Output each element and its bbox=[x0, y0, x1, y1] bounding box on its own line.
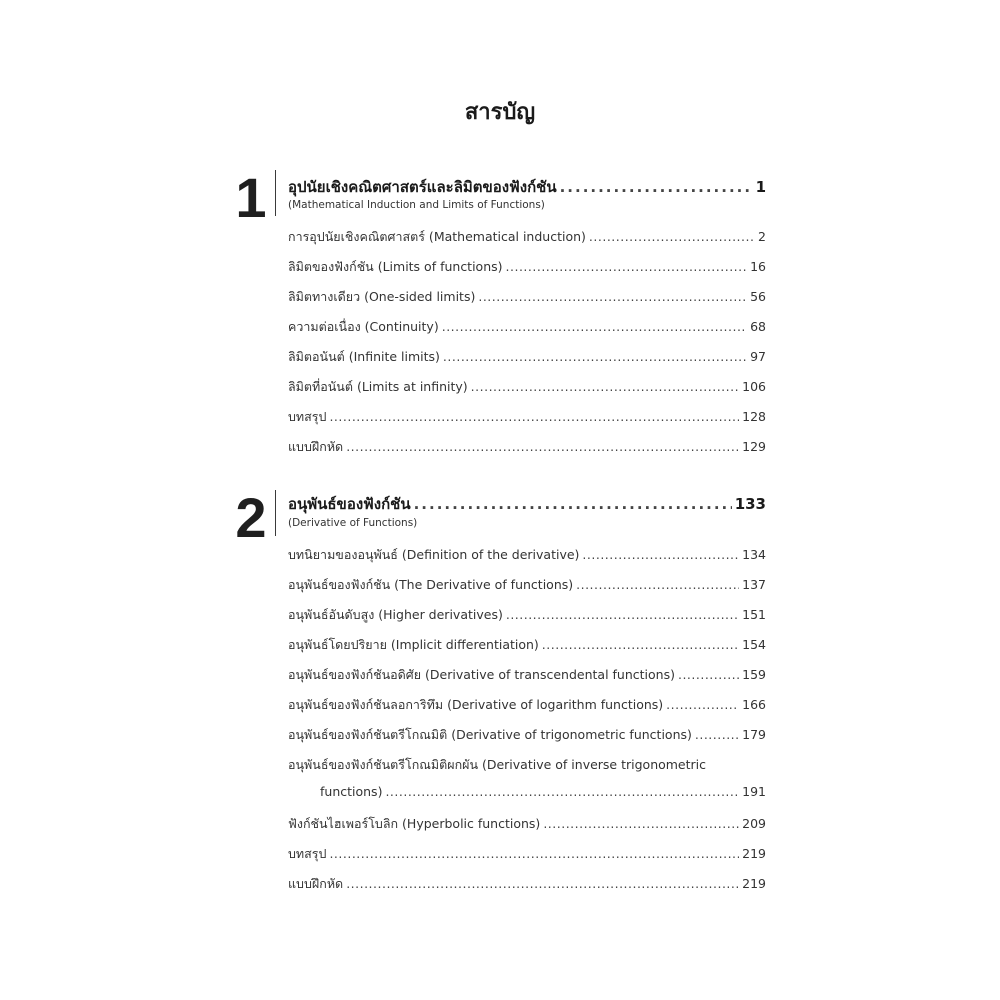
toc-entry[interactable] bbox=[288, 407, 766, 427]
toc-entry-label: อนุพันธ์ของฟังก์ชันตรีโกณมิติ (Derivative of trigonometric functions) bbox=[288, 727, 692, 742]
toc-entry-label-line1[interactable]: อนุพันธ์ของฟังก์ชันตรีโกณมิติผกผัน (Derivative of inverse trigonometric bbox=[288, 757, 707, 772]
toc-entry-page: 2 bbox=[758, 229, 766, 244]
toc-entry[interactable] bbox=[288, 257, 766, 277]
dot-leader bbox=[346, 876, 739, 891]
toc-entry-label: อนุพันธ์ของฟังก์ชันลอการิทึม (Derivative of logarithm functions) bbox=[288, 697, 664, 712]
toc-entry-page: 128 bbox=[742, 409, 766, 424]
toc-entry-page: 129 bbox=[742, 439, 766, 454]
toc-entry-page: 219 bbox=[742, 876, 766, 891]
chapter-1-number: 1 bbox=[235, 166, 267, 229]
toc-entry[interactable] bbox=[288, 605, 766, 625]
toc-entry[interactable] bbox=[288, 437, 766, 457]
chapter-1-subtitle: (Mathematical Induction and Limits of Functions) bbox=[288, 199, 545, 211]
toc-entry-page: 97 bbox=[750, 349, 766, 364]
dot-leader bbox=[329, 846, 739, 861]
dot-leader bbox=[329, 409, 739, 424]
dot-leader bbox=[506, 607, 739, 622]
toc-entry-page: 154 bbox=[742, 637, 766, 652]
chapter-1-title: อุปนัยเชิงคณิตศาสตร์และลิมิตของฟังก์ชัน bbox=[288, 178, 557, 196]
toc-entry-label: ฟังก์ชันไฮเพอร์โบลิก (Hyperbolic functions) bbox=[288, 816, 541, 831]
toc-entry[interactable] bbox=[320, 784, 766, 799]
toc-entry-label: ลิมิตที่อนันต์ (Limits at infinity) bbox=[288, 379, 468, 394]
page-title: สารบัญ bbox=[464, 100, 536, 125]
toc-entry-page: 159 bbox=[742, 667, 766, 682]
toc-entry-page: 209 bbox=[742, 816, 766, 831]
toc-entry-page: 68 bbox=[750, 319, 766, 334]
dot-leader bbox=[443, 349, 747, 364]
chapter-1-page: 1 bbox=[755, 178, 766, 196]
toc-entry[interactable] bbox=[288, 665, 766, 685]
chapter-2-page: 133 bbox=[734, 495, 766, 513]
dot-leader bbox=[385, 784, 739, 799]
toc-entry-label: บทนิยามของอนุพันธ์ (Definition of the derivative) bbox=[288, 547, 580, 562]
toc-entry-label: การอุปนัยเชิงคณิตศาสตร์ (Mathematical induction) bbox=[288, 229, 586, 244]
toc-entry[interactable] bbox=[288, 695, 766, 715]
toc-entry[interactable] bbox=[288, 575, 766, 595]
toc-entry-label: อนุพันธ์อันดับสูง (Higher derivatives) bbox=[288, 607, 503, 622]
toc-entry[interactable] bbox=[288, 545, 766, 565]
dot-leader bbox=[560, 178, 753, 196]
toc-entry-label: แบบฝึกหัด bbox=[288, 439, 344, 454]
toc-entry[interactable] bbox=[288, 317, 766, 337]
toc-entry-label: ความต่อเนื่อง (Continuity) bbox=[288, 319, 439, 334]
toc-entry-page: 166 bbox=[742, 697, 766, 712]
toc-entry[interactable] bbox=[288, 814, 766, 834]
toc-entry-page: 137 bbox=[742, 577, 766, 592]
dot-leader bbox=[589, 229, 755, 244]
toc-entry-label: บทสรุป bbox=[288, 846, 327, 861]
toc-entry-label: ลิมิตทางเดียว (One-sided limits) bbox=[288, 289, 476, 304]
toc-entry[interactable] bbox=[288, 377, 766, 397]
toc-entry[interactable] bbox=[288, 347, 766, 367]
dot-leader bbox=[666, 697, 739, 712]
toc-entry-label: อนุพันธ์ของฟังก์ชัน (The Derivative of functions) bbox=[288, 577, 574, 592]
chapter-2-subtitle: (Derivative of Functions) bbox=[288, 517, 418, 529]
chapter-2-number: 2 bbox=[235, 486, 267, 549]
chapter-2-title: อนุพันธ์ของฟังก์ชัน bbox=[288, 495, 411, 513]
toc-entry-label: ลิมิตของฟังก์ชัน (Limits of functions) bbox=[288, 259, 503, 274]
toc-entry-label: บทสรุป bbox=[288, 409, 327, 424]
toc-entry[interactable] bbox=[288, 874, 766, 894]
toc-entry[interactable] bbox=[288, 227, 766, 247]
dot-leader bbox=[582, 547, 739, 562]
dot-leader bbox=[542, 637, 739, 652]
toc-entry-page: 56 bbox=[750, 289, 766, 304]
dot-leader bbox=[543, 816, 739, 831]
toc-entry-label: ลิมิตอนันต์ (Infinite limits) bbox=[288, 349, 440, 364]
toc-entry-page: 191 bbox=[742, 784, 766, 799]
toc-entry[interactable] bbox=[288, 287, 766, 307]
toc-entry-page: 151 bbox=[742, 607, 766, 622]
toc-entry-label-continuation: functions) bbox=[320, 784, 383, 799]
toc-entry[interactable] bbox=[288, 725, 766, 745]
dot-leader bbox=[506, 259, 748, 274]
dot-leader bbox=[678, 667, 739, 682]
toc-entry[interactable] bbox=[288, 844, 766, 864]
dot-leader bbox=[576, 577, 739, 592]
toc-entry-page: 134 bbox=[742, 547, 766, 562]
toc-entry-page: 106 bbox=[742, 379, 766, 394]
dot-leader bbox=[478, 289, 747, 304]
chapter-1-heading[interactable] bbox=[288, 175, 766, 199]
dot-leader bbox=[695, 727, 739, 742]
chapter-2-divider bbox=[275, 490, 276, 536]
dot-leader bbox=[414, 495, 732, 513]
dot-leader bbox=[442, 319, 747, 334]
toc-entry-label: อนุพันธ์ของฟังก์ชันอดิศัย (Derivative of transcendental functions) bbox=[288, 667, 675, 682]
toc-entry[interactable] bbox=[288, 635, 766, 655]
chapter-1-divider bbox=[275, 170, 276, 216]
chapter-2-heading[interactable] bbox=[288, 492, 766, 516]
dot-leader bbox=[471, 379, 739, 394]
toc-entry-page: 16 bbox=[750, 259, 766, 274]
toc-entry-label: แบบฝึกหัด bbox=[288, 876, 344, 891]
toc-entry-page: 179 bbox=[742, 727, 766, 742]
toc-entry-label: อนุพันธ์โดยปริยาย (Implicit differentiation) bbox=[288, 637, 539, 652]
toc-entry-page: 219 bbox=[742, 846, 766, 861]
dot-leader bbox=[346, 439, 739, 454]
